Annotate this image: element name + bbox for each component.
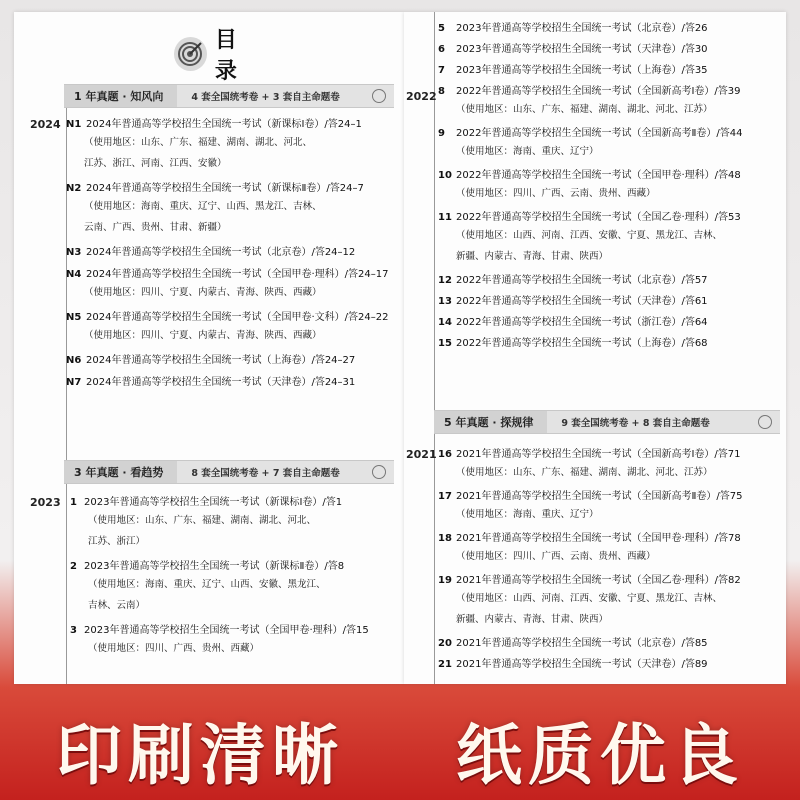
- entry-region: 新疆、内蒙古、青海、甘肃、陕西）: [456, 251, 609, 262]
- toc-entry: [438, 274, 708, 288]
- entry-title: 2023年普通高等学校招生全国统一考试（全国甲卷·理科）/答15: [84, 625, 369, 636]
- entry-region: （使用地区：四川、广西、云南、贵州、西藏）: [456, 551, 656, 562]
- toc-entry: [438, 574, 741, 630]
- toc-entry-line: [66, 268, 388, 282]
- entry-number: 17: [438, 491, 452, 502]
- entry-title: 2024年普通高等学校招生全国统一考试（天津卷）/答24–31: [86, 377, 356, 388]
- clock-icon: [372, 89, 386, 103]
- toc-entry: [66, 118, 362, 174]
- entry-title: 2022年普通高等学校招生全国统一考试（全国新高考Ⅱ卷）/答44: [456, 128, 743, 139]
- entry-number: 8: [438, 86, 445, 97]
- toc-entry-line: [66, 376, 355, 390]
- toc-entry-line: [438, 211, 741, 225]
- timeline-line: [434, 12, 435, 684]
- entry-title: 2021年普通高等学校招生全国统一考试（全国新高考Ⅰ卷）/答71: [456, 449, 741, 460]
- entry-region: （使用地区：四川、宁夏、内蒙古、青海、陕西、西藏）: [84, 330, 322, 341]
- toc-entry-line: [66, 182, 364, 196]
- year-label-2021: 2021: [406, 448, 437, 461]
- entry-number: 2: [70, 561, 77, 572]
- toc-entry-line: [438, 658, 708, 672]
- entry-number: N3: [66, 247, 82, 258]
- toc-title: [174, 28, 294, 84]
- entry-region: （使用地区：海南、重庆、辽宁、山西、安徽、黑龙江、: [88, 579, 326, 590]
- entry-region: （使用地区：四川、广西、贵州、西藏）: [88, 643, 260, 654]
- toc-entry: [70, 560, 344, 616]
- entry-region: （使用地区：海南、重庆、辽宁）: [456, 509, 599, 520]
- toc-entry-line: [438, 532, 741, 546]
- section-label: 5 年真题 · 探规律: [434, 411, 547, 433]
- toc-entry-line: [70, 624, 369, 638]
- toc-entry: [438, 448, 741, 483]
- entry-number: 6: [438, 44, 445, 55]
- target-icon: [174, 37, 207, 71]
- section-bar-3year: [64, 460, 394, 484]
- toc-entry: [438, 169, 741, 204]
- toc-entry-line: [438, 85, 741, 99]
- toc-entry-line: [438, 295, 708, 309]
- year-label-2023: 2023: [30, 496, 61, 509]
- year-label-2022: 2022: [406, 90, 437, 103]
- entry-number: 1: [70, 497, 77, 508]
- toc-entry: [66, 182, 364, 238]
- entry-title: 2024年普通高等学校招生全国统一考试（新课标Ⅰ卷）/答24–1: [86, 119, 362, 130]
- entry-number: 21: [438, 659, 452, 670]
- toc-entry: [438, 211, 741, 267]
- entry-title: 2021年普通高等学校招生全国统一考试（全国乙卷·理科）/答82: [456, 575, 741, 586]
- toc-entry-line: [66, 246, 355, 260]
- toc-entry: [66, 311, 388, 346]
- clock-icon: [758, 415, 772, 429]
- entry-number: 20: [438, 638, 452, 649]
- entry-region: （使用地区：山西、河南、江西、安徽、宁夏、黑龙江、吉林、: [456, 230, 723, 241]
- toc-entry-line: [438, 22, 708, 36]
- toc-entry: [438, 295, 708, 309]
- entry-region: （使用地区：山东、广东、福建、湖南、湖北、河北、江苏）: [456, 467, 713, 478]
- entry-number: 12: [438, 275, 452, 286]
- entry-number: 18: [438, 533, 452, 544]
- toc-entry: [66, 268, 388, 303]
- toc-entry-line: [66, 118, 362, 132]
- entry-title: 2022年普通高等学校招生全国统一考试（上海卷）/答68: [456, 338, 708, 349]
- entry-title: 2021年普通高等学校招生全国统一考试（全国甲卷·理科）/答78: [456, 533, 741, 544]
- entry-title: 2024年普通高等学校招生全国统一考试（全国甲卷·文科）/答24–22: [86, 312, 389, 323]
- toc-entry-line: [438, 490, 742, 504]
- entry-number: N2: [66, 183, 82, 194]
- entry-region: （使用地区：山东、广东、福建、湖南、湖北、河北、: [84, 137, 313, 148]
- toc-entry-line: [438, 637, 708, 651]
- toc-entry: [438, 22, 708, 36]
- entry-number: N7: [66, 377, 82, 388]
- entry-title: 2023年普通高等学校招生全国统一考试（北京卷）/答26: [456, 23, 708, 34]
- toc-entry: [70, 624, 369, 659]
- section-bar-1year: [64, 84, 394, 108]
- entry-number: 7: [438, 65, 445, 76]
- entry-region: （使用地区：四川、宁夏、内蒙古、青海、陕西、西藏）: [84, 287, 322, 298]
- toc-entry-line: [438, 574, 741, 588]
- toc-entry-line: [438, 127, 742, 141]
- entry-region: （使用地区：海南、重庆、辽宁）: [456, 146, 599, 157]
- toc-entry: [438, 337, 708, 351]
- entry-number: 9: [438, 128, 445, 139]
- entry-title: 2021年普通高等学校招生全国统一考试（天津卷）/答89: [456, 659, 708, 670]
- entry-number: N1: [66, 119, 82, 130]
- left-page: [14, 12, 404, 684]
- toc-entry-line: [70, 496, 342, 510]
- section-label: 1 年真题 · 知风向: [64, 85, 177, 107]
- entry-title: 2021年普通高等学校招生全国统一考试（北京卷）/答85: [456, 638, 708, 649]
- promo-banner: [0, 698, 800, 800]
- entry-title: 2021年普通高等学校招生全国统一考试（全国新高考Ⅱ卷）/答75: [456, 491, 743, 502]
- entry-title: 2024年普通高等学校招生全国统一考试（全国甲卷·理科）/答24–17: [86, 269, 389, 280]
- entry-region: （使用地区：海南、重庆、辽宁、山西、黑龙江、吉林、: [84, 201, 322, 212]
- toc-entry-line: [66, 311, 388, 325]
- toc-entry: [438, 658, 708, 672]
- entry-title: 2024年普通高等学校招生全国统一考试（新课标Ⅱ卷）/答24–7: [86, 183, 364, 194]
- toc-entry: [66, 246, 355, 260]
- entry-title: 2022年普通高等学校招生全国统一考试（全国甲卷·理科）/答48: [456, 170, 741, 181]
- entry-title: 2022年普通高等学校招生全国统一考试（全国乙卷·理科）/答53: [456, 212, 741, 223]
- clock-icon: [372, 465, 386, 479]
- entry-region: 云南、广西、贵州、甘肃、新疆）: [84, 222, 227, 233]
- entry-number: 15: [438, 338, 452, 349]
- toc-entry-line: [438, 337, 708, 351]
- toc-entry-line: [438, 316, 708, 330]
- entry-region: 江苏、浙江）: [88, 536, 146, 547]
- entry-number: N5: [66, 312, 82, 323]
- entry-title: 2022年普通高等学校招生全国统一考试（浙江卷）/答64: [456, 317, 708, 328]
- entry-region: 新疆、内蒙古、青海、甘肃、陕西）: [456, 614, 609, 625]
- toc-title-text: 目 录: [214, 28, 247, 84]
- toc-entry: [438, 490, 742, 525]
- entry-region: （使用地区：山东、广东、福建、湖南、湖北、河北、: [88, 515, 317, 526]
- toc-entry: [438, 43, 708, 57]
- entry-region: 江苏、浙江、河南、江西、安徽）: [84, 158, 227, 169]
- entry-region: （使用地区：四川、广西、云南、贵州、西藏）: [456, 188, 656, 199]
- entry-number: 19: [438, 575, 452, 586]
- toc-entry: [438, 316, 708, 330]
- entry-title: 2024年普通高等学校招生全国统一考试（北京卷）/答24–12: [86, 247, 356, 258]
- banner-text-print: 印刷清晰: [56, 716, 344, 794]
- toc-entry: [438, 127, 742, 162]
- entry-title: 2022年普通高等学校招生全国统一考试（北京卷）/答57: [456, 275, 708, 286]
- toc-entry: [66, 376, 355, 390]
- entry-region: （使用地区：山西、河南、江西、安徽、宁夏、黑龙江、吉林、: [456, 593, 723, 604]
- banner-text-paper: 纸质优良: [456, 716, 744, 794]
- toc-entry: [70, 496, 342, 552]
- section-label: 3 年真题 · 看趋势: [64, 461, 177, 483]
- toc-entry: [66, 354, 355, 368]
- entry-title: 2023年普通高等学校招生全国统一考试（天津卷）/答30: [456, 44, 708, 55]
- toc-entry-line: [66, 354, 355, 368]
- entry-title: 2022年普通高等学校招生全国统一考试（全国新高考Ⅰ卷）/答39: [456, 86, 741, 97]
- toc-entry: [438, 532, 741, 567]
- entry-number: 13: [438, 296, 452, 307]
- entry-number: 16: [438, 449, 452, 460]
- toc-entry: [438, 64, 708, 78]
- entry-number: 3: [70, 625, 77, 636]
- toc-entry-line: [438, 448, 741, 462]
- toc-entry-line: [438, 169, 741, 183]
- section-desc: 4 套全国统考卷 + 3 套自主命题卷: [191, 92, 340, 103]
- section-desc: 9 套全国统考卷 + 8 套自主命题卷: [561, 418, 710, 429]
- entry-title: 2023年普通高等学校招生全国统一考试（新课标Ⅱ卷）/答8: [84, 561, 345, 572]
- entry-number: N4: [66, 269, 82, 280]
- toc-entry: [438, 85, 741, 120]
- toc-entry-line: [438, 274, 708, 288]
- entry-number: N6: [66, 355, 82, 366]
- toc-entry-line: [438, 43, 708, 57]
- entry-title: 2022年普通高等学校招生全国统一考试（天津卷）/答61: [456, 296, 708, 307]
- entry-number: 5: [438, 23, 445, 34]
- entry-number: 11: [438, 212, 452, 223]
- entry-region: 吉林、云南）: [88, 600, 146, 611]
- entry-title: 2023年普通高等学校招生全国统一考试（新课标Ⅰ卷）/答1: [84, 497, 343, 508]
- entry-region: （使用地区：山东、广东、福建、湖南、湖北、河北、江苏）: [456, 104, 713, 115]
- entry-title: 2024年普通高等学校招生全国统一考试（上海卷）/答24–27: [86, 355, 356, 366]
- right-page: [404, 12, 786, 684]
- toc-entry-line: [438, 64, 708, 78]
- toc-entry-line: [70, 560, 344, 574]
- entry-number: 10: [438, 170, 452, 181]
- year-label-2024: 2024: [30, 118, 61, 131]
- toc-entry: [438, 637, 708, 651]
- entry-number: 14: [438, 317, 452, 328]
- section-desc: 8 套全国统考卷 + 7 套自主命题卷: [191, 468, 340, 479]
- entry-title: 2023年普通高等学校招生全国统一考试（上海卷）/答35: [456, 65, 708, 76]
- section-bar-5year: [434, 410, 780, 434]
